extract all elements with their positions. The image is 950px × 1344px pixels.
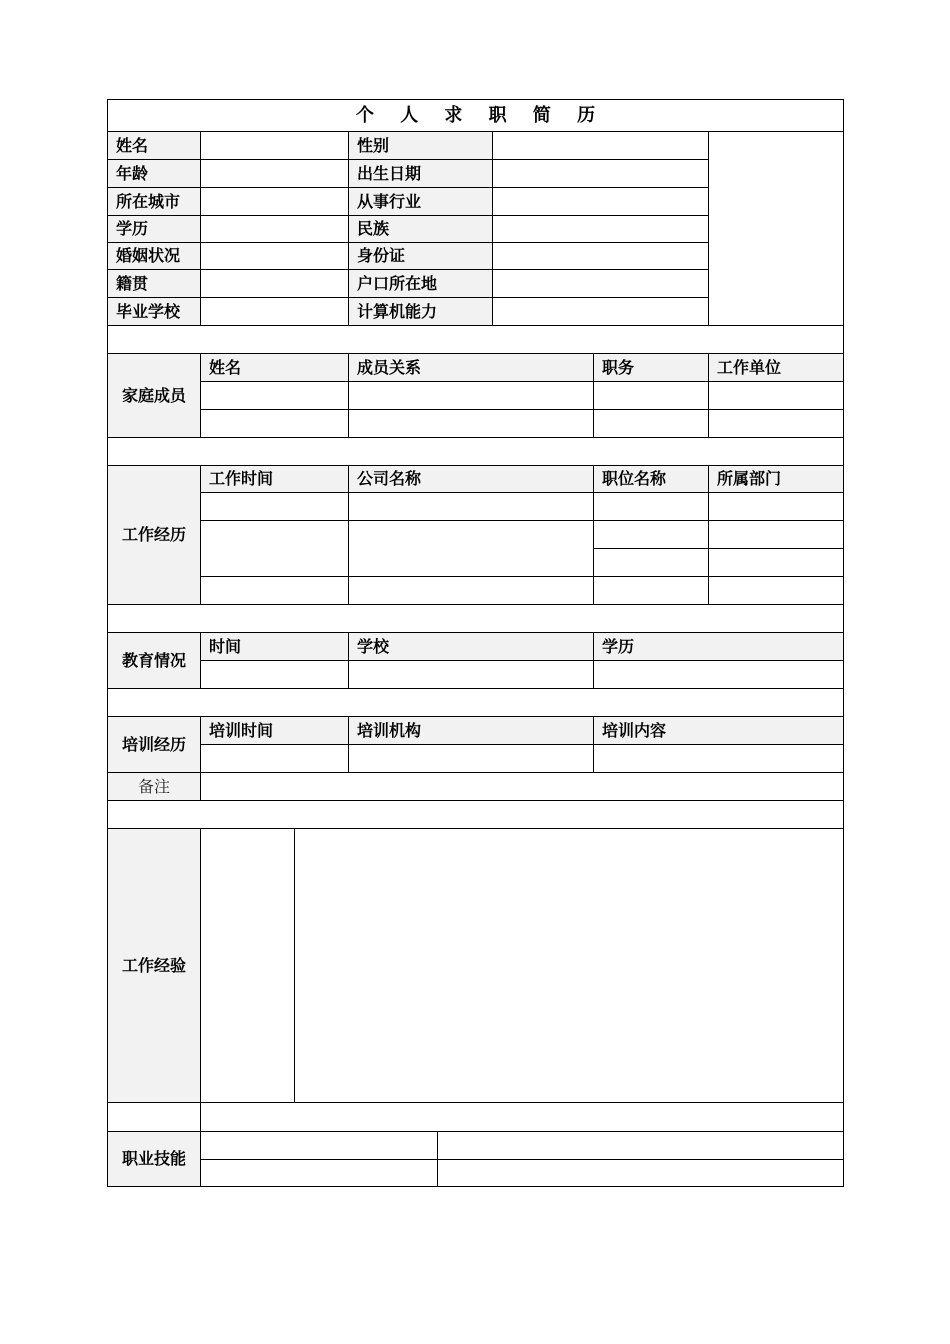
column-header: 所属部门 bbox=[708, 465, 844, 493]
table-input-cell[interactable] bbox=[708, 548, 844, 577]
section-label-work-history: 工作经历 bbox=[107, 465, 201, 605]
spacer-row bbox=[107, 604, 844, 633]
field-value-input[interactable] bbox=[200, 242, 349, 270]
column-header: 学历 bbox=[593, 632, 844, 661]
field-value-input[interactable] bbox=[492, 215, 709, 243]
table-input-cell[interactable] bbox=[200, 409, 349, 438]
table-input-cell[interactable] bbox=[200, 381, 349, 410]
photo-box[interactable] bbox=[708, 131, 844, 326]
field-value-input[interactable] bbox=[492, 187, 709, 216]
table-input-cell[interactable] bbox=[200, 744, 349, 773]
field-value-input[interactable] bbox=[200, 131, 349, 160]
column-header: 成员关系 bbox=[348, 353, 594, 382]
table-input-cell[interactable] bbox=[200, 520, 349, 577]
experience-period-input[interactable] bbox=[200, 828, 295, 1103]
remarks-label: 备注 bbox=[107, 772, 201, 801]
field-label: 毕业学校 bbox=[107, 297, 201, 326]
field-label: 从事行业 bbox=[348, 187, 493, 216]
resume-title: 个 人 求 职 简 历 bbox=[107, 99, 844, 132]
table-input-cell[interactable] bbox=[348, 660, 594, 689]
table-input-cell[interactable] bbox=[593, 576, 709, 605]
skill-input[interactable] bbox=[200, 1131, 438, 1160]
field-label: 户口所在地 bbox=[348, 269, 493, 298]
section-label-family: 家庭成员 bbox=[107, 353, 201, 438]
table-input-cell[interactable] bbox=[593, 520, 709, 549]
table-input-cell[interactable] bbox=[708, 576, 844, 605]
field-label: 籍贯 bbox=[107, 269, 201, 298]
field-label: 出生日期 bbox=[348, 159, 493, 188]
table-input-cell[interactable] bbox=[593, 744, 844, 773]
section-label-skills: 职业技能 bbox=[107, 1131, 201, 1187]
table-input-cell[interactable] bbox=[708, 520, 844, 549]
table-input-cell[interactable] bbox=[593, 409, 709, 438]
section-label-education: 教育情况 bbox=[107, 632, 201, 689]
section-label-training: 培训经历 bbox=[107, 716, 201, 773]
field-label: 学历 bbox=[107, 215, 201, 243]
table-input-cell[interactable] bbox=[593, 548, 709, 577]
column-header: 工作单位 bbox=[708, 353, 844, 382]
experience-description-input[interactable] bbox=[294, 828, 844, 1103]
table-input-cell[interactable] bbox=[593, 492, 709, 521]
field-label: 身份证 bbox=[348, 242, 493, 270]
field-value-input[interactable] bbox=[492, 269, 709, 298]
skill-input[interactable] bbox=[200, 1159, 438, 1187]
column-header: 培训机构 bbox=[348, 716, 594, 745]
table-input-cell[interactable] bbox=[348, 492, 594, 521]
field-value-input[interactable] bbox=[492, 242, 709, 270]
field-label: 计算机能力 bbox=[348, 297, 493, 326]
field-label: 姓名 bbox=[107, 131, 201, 160]
skill-input[interactable] bbox=[437, 1131, 844, 1160]
field-label: 民族 bbox=[348, 215, 493, 243]
field-value-input[interactable] bbox=[200, 187, 349, 216]
field-value-input[interactable] bbox=[200, 215, 349, 243]
table-input-cell[interactable] bbox=[348, 744, 594, 773]
table-input-cell[interactable] bbox=[348, 381, 594, 410]
table-input-cell[interactable] bbox=[593, 660, 844, 689]
table-input-cell[interactable] bbox=[200, 576, 349, 605]
column-header: 姓名 bbox=[200, 353, 349, 382]
column-header: 职位名称 bbox=[593, 465, 709, 493]
table-input-cell[interactable] bbox=[200, 492, 349, 521]
column-header: 工作时间 bbox=[200, 465, 349, 493]
field-value-input[interactable] bbox=[492, 159, 709, 188]
table-input-cell[interactable] bbox=[348, 520, 594, 577]
column-header: 时间 bbox=[200, 632, 349, 661]
field-value-input[interactable] bbox=[492, 297, 709, 326]
column-header: 培训内容 bbox=[593, 716, 844, 745]
field-value-input[interactable] bbox=[200, 159, 349, 188]
spacer-cell bbox=[107, 1102, 201, 1132]
spacer-cell bbox=[200, 1102, 844, 1132]
spacer-row bbox=[107, 800, 844, 829]
column-header: 职务 bbox=[593, 353, 709, 382]
remarks-input[interactable] bbox=[200, 772, 844, 801]
spacer-row bbox=[107, 688, 844, 717]
column-header: 学校 bbox=[348, 632, 594, 661]
column-header: 公司名称 bbox=[348, 465, 594, 493]
field-label: 婚姻状况 bbox=[107, 242, 201, 270]
field-value-input[interactable] bbox=[492, 131, 709, 160]
spacer-row bbox=[107, 437, 844, 466]
table-input-cell[interactable] bbox=[708, 492, 844, 521]
section-label-experience: 工作经验 bbox=[107, 828, 201, 1103]
field-value-input[interactable] bbox=[200, 297, 349, 326]
table-input-cell[interactable] bbox=[348, 576, 594, 605]
table-input-cell[interactable] bbox=[200, 660, 349, 689]
field-value-input[interactable] bbox=[200, 269, 349, 298]
table-input-cell[interactable] bbox=[708, 409, 844, 438]
field-label: 性别 bbox=[348, 131, 493, 160]
skill-input[interactable] bbox=[437, 1159, 844, 1187]
spacer-row bbox=[107, 325, 844, 354]
table-input-cell[interactable] bbox=[593, 381, 709, 410]
table-input-cell[interactable] bbox=[348, 409, 594, 438]
field-label: 年龄 bbox=[107, 159, 201, 188]
table-input-cell[interactable] bbox=[708, 381, 844, 410]
column-header: 培训时间 bbox=[200, 716, 349, 745]
field-label: 所在城市 bbox=[107, 187, 201, 216]
